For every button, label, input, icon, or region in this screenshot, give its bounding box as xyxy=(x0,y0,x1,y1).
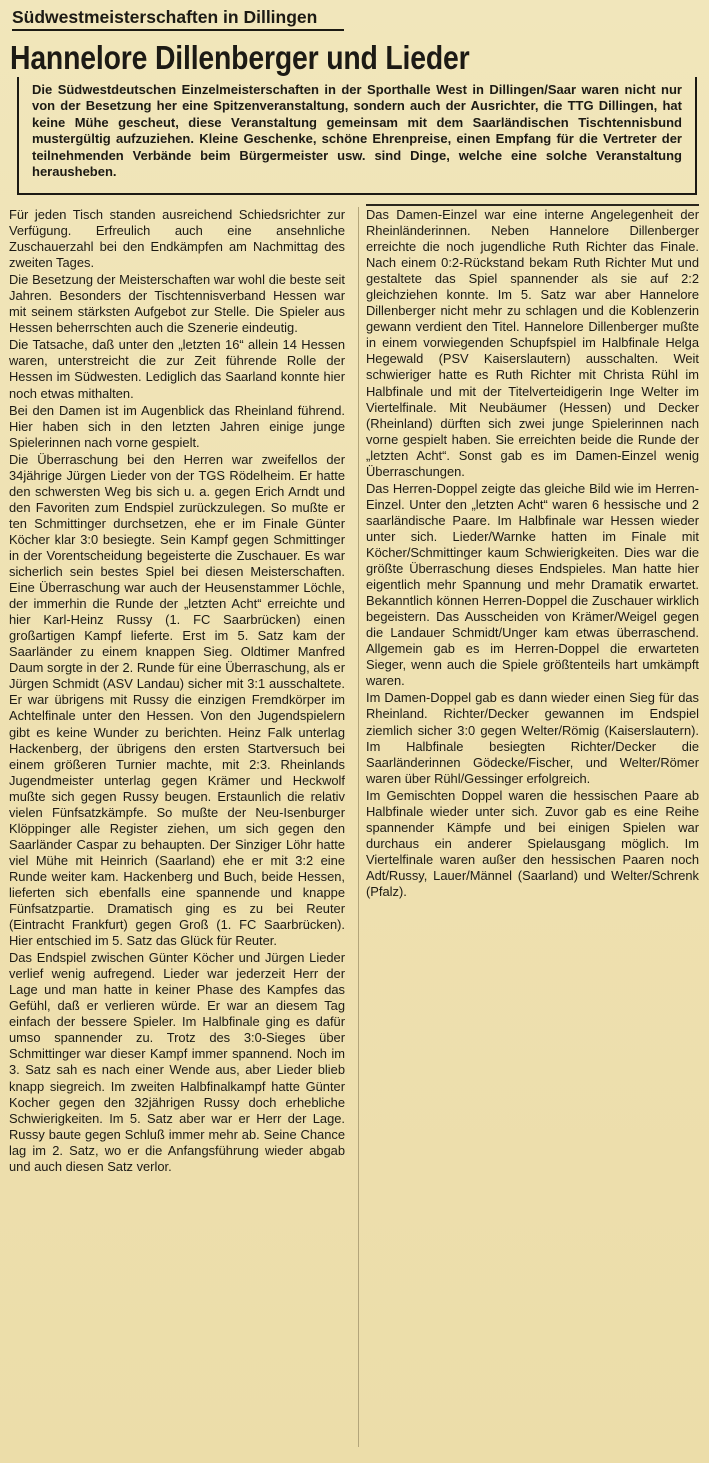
paragraph: Das Damen-Einzel war eine interne Angelegenheit der Rheinländerinnen. Neben Hannelore Dillenberger erreichte die noch jugendliche Ruth Richter das Finale. Nach einem 0:2-Rückstand bekam Ruth Richter Mut und gestaltete das Spiel spannender als sie auf 2:2 gleichziehen konnte. Im 5. Satz war aber Hannelore Dillenberger nicht mehr zu schlagen und die Koblenzerin gewann verdient den Titel. Hannelore Dillenberger mußte in einem vorwiegenden Schupfspiel im Halbfinale Helga Hegewald (PSV Kaiserslautern) ausschalten. Weit schwieriger hatte es Ruth Richter mit Christa Rühl im Halbfinale und mit der Titelverteidigerin Inge Welter im Viertelfinale. Mit Neubäumer (Hessen) und Decker (Rheinland) dürften sich zwei junge Spielerinnen nach vorne gespielt haben. Sie erreichten beide die Runde der „letzten Acht“. Sonst gab es im Damen-Einzel wenig Überraschungen. xyxy=(366,207,699,479)
column-rule xyxy=(366,204,699,206)
right-column xyxy=(366,207,699,901)
paragraph: Die Tatsache, daß unter den „letzten 16“ allein 14 Hessen waren, unterstreicht die zur Zeit führende Rolle der Hessen im Südwesten. Lediglich das Saarland konnte hier noch etwas mithalten. xyxy=(9,337,345,401)
lead-paragraph: Die Südwestdeutschen Einzelmeisterschaften in der Sporthalle West in Dillingen/Saar waren nicht nur von der Besetzung her eine Spitzenveranstaltung, sondern auch der Ausrichter, die TTG Dillingen, hat keine Mühe gescheut, diese Veranstaltung gemeinsam mit dem Saarländischen Tischtennisbund mustergültig aufzuziehen. Kleine Geschenke, schöne Ehrenpreise, einen Empfang für die Vertreter der teilnehmenden Verbände beim Bürgermeister usw. sind Dinge, welche eine solche Veranstaltung herausheben. xyxy=(32,82,682,180)
kicker-title: Südwestmeisterschaften in Dillingen xyxy=(12,6,344,31)
paragraph: Im Gemischten Doppel waren die hessischen Paare ab Halbfinale wieder unter sich. Zuvor gab es eine Reihe spannender Kämpfe und bei einigen Spielen war durchaus ein anderer Spielausgang möglich. Im Viertelfinale waren außer den hessischen Paaren noch Adt/Russy, Lauer/Männel (Saarland) und Welter/Schrenk (Pfalz). xyxy=(366,787,699,899)
headline: Hannelore Dillenberger und Lieder xyxy=(10,39,470,76)
paragraph: Das Herren-Doppel zeigte das gleiche Bild wie im Herren-Einzel. Unter den „letzten Acht“ waren 6 hessische und 2 saarländische Paare. Im Halbfinale war Hessen wieder unter sich. Lieder/Warnke hatten im Finale mit Köcher/Schmittinger kaum Schwierigkeiten. Dies war die größte Überraschung dieses Endspieles. Man hatte hier eigentlich mehr Spannung und mehr Dramatik erwartet. Bekanntlich können Herren-Doppel die Zuschauer wirklich begeistern. Das Ausscheiden von Krämer/Weigel gegen die Landauer Schmidt/Unger kam etwas überraschend. Allgemein gab es im Herren-Doppel die erwarteten Sieger, wenn auch die Spiele größtenteils hart umkämpft waren. xyxy=(366,480,699,689)
column-divider xyxy=(358,207,359,1447)
paragraph: Im Damen-Doppel gab es dann wieder einen Sieg für das Rheinland. Richter/Decker gewannen im Endspiel ziemlich sicher 3:0 gegen Welter/Römig (Kaiserslautern). Im Halbfinale besiegten Richter/Decker die Saarländerinnen Gödecke/Fischer, und Welter/Römer waren über Rühl/Gessinger erfolgreich. xyxy=(366,690,699,786)
paragraph: Bei den Damen ist im Augenblick das Rheinland führend. Hier haben sich in den letzten Jahren einige junge Spielerinnen nach vorne gespielt. xyxy=(9,402,345,450)
left-column xyxy=(9,207,345,1176)
paragraph: Das Endspiel zwischen Günter Köcher und Jürgen Lieder verlief wenig aufregend. Lieder war jederzeit Herr der Lage und man hatte in keiner Phase des Kampfes das Gefühl, daß er verlieren würde. Er war an diesem Tag einfach der bessere Spieler. Im Halbfinale ging es dafür umso spannender zu. Trotz des 3:0-Sieges über Schmittinger war dieser Kampf immer spannend. Noch im 3. Satz sah es nach einer Wende aus, aber Lieder blieb knapp siegreich. Im zweiten Halbfinalkampf hatte Günter Kocher gegen den 32jährigen Russy doch erhebliche Schwierigkeiten. Im 5. Satz aber war er Herr der Lage. Russy baute gegen Schluß immer mehr ab. Seine Chance lag im 2. Satz, wo er die Anfangsführung wieder abgab und auch diesen Satz verlor. xyxy=(9,950,345,1174)
paragraph: Die Besetzung der Meisterschaften war wohl die beste seit Jahren. Besonders der Tischtennisverband Hessen war mit seinem stärksten Aufgebot zur Stelle. Die Spieler aus Hessen beherrschten auch die Szenerie eindeutig. xyxy=(9,272,345,336)
paragraph: Die Überraschung bei den Herren war zweifellos der 34jährige Jürgen Lieder von der TGS Rödelheim. Er hatte den schwersten Weg bis sich u. a. gegen Erich Arndt und den Favoriten zum Endspiel zurückzulegen. So mußte er ten Schmittinger durchsetzen, ehe er im Finale Günter Köcher klar 3:0 besiegte. Sein Kampf gegen Schmittinger in der Vorentscheidung begeisterte die Zuschauer. Es war sicherlich sein bestes Spiel bei diesen Meisterschaften. Eine Überraschung war auch der Heusenstammer Löchle, der immerhin die Runde der „letzten Acht“ erreichte und hier Karl-Heinz Russy (1. FC Saarbrücken) einen großartigen Kampf lieferte. Erst im 5. Satz kam der Saarländer zu einem knappen Sieg. Oldtimer Manfred Daum sorgte in der 2. Runde für eine Überraschung, als er Jürgen Schmidt (ASV Landau) sicher mit 3:1 ausschaltete. Er war übrigens mit Russy die einzigen Fremdkörper im Achtelfinale unter den Hessen. Von den Jugendspielern gibt es keine Wunder zu berichten. Heinz Falk unterlag Hackenberg, der übrigens den ersten Startversuch bei einem größeren Turnier machte, mit 2:3. Rheinlands Jugendmeister unterlag gegen Krämer und Heckwolf mußte sich gegen Russy beugen. Erstaunlich die relativ vielen Fünfsatzkämpfe. So mußte der Neu-Isenburger Klöppinger alle Register ziehen, um sich gegen den Saarländer Caspar zu behaupten. Der Sinziger Löhr hatte viel Mühe mit Heinrich (Saarland) ehe er mit 3:2 eine Runde weiter kam. Hackenberg und Buch, beide Hessen, lieferten sich ebenfalls eine spannende und knappe Fünfsatzpartie. Dramatisch ging es zu bei Reuter (Eintracht Frankfurt) gegen Groß (1. FC Saarbrücken). Hier entschied im 5. Satz das Glück für Reuter. xyxy=(9,451,345,949)
paragraph: Für jeden Tisch standen ausreichend Schiedsrichter zur Verfügung. Erfreulich auch eine ansehnliche Zuschauerzahl bei den Endkämpfen am Nachmittag des zweiten Tages. xyxy=(9,207,345,271)
